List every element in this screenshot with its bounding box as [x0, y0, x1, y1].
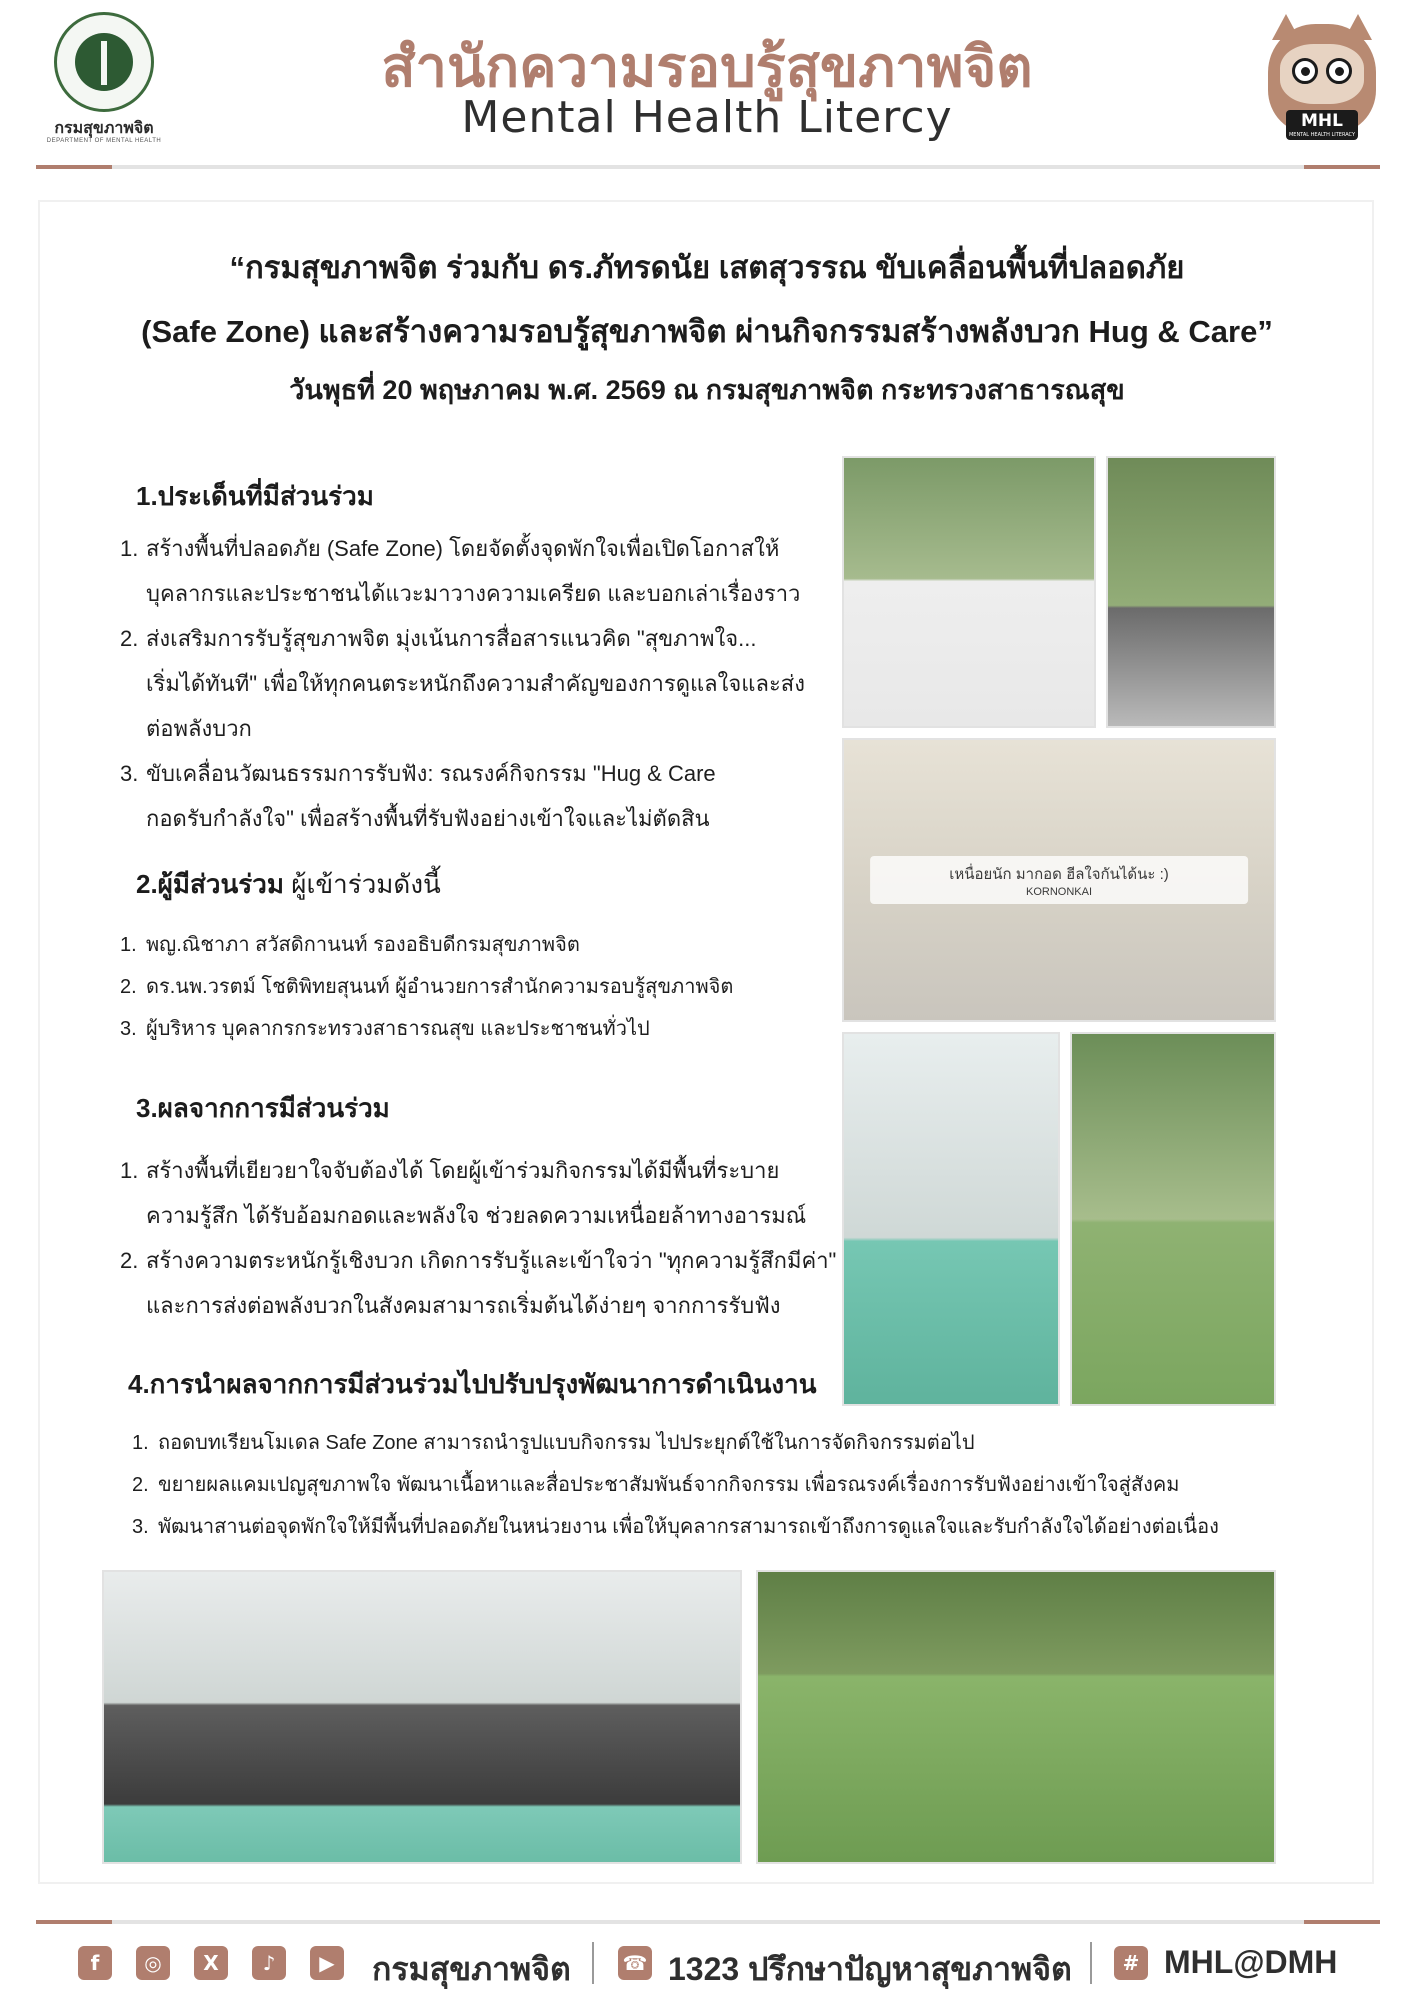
- list-item: 1. สร้างพื้นที่ปลอดภัย (Safe Zone) โดยจัดตั้งจุดพักใจเพื่อเปิดโอกาสให้ บุคลากรและประชาชนได้แวะมาวางความเครียด และบอกเล่าเรื่องราว: [120, 536, 801, 606]
- footer-separator: [592, 1942, 594, 1984]
- tiktok-icon[interactable]: ♪: [252, 1946, 286, 1980]
- list-item: 3. ขับเคลื่อนวัฒนธรรมการรับฟัง: รณรงค์กิจกรรม "Hug & Care กอดรับกำลังใจ" เพื่อสร้างพื้นที่รับฟังอย่างเข้าใจและไม่ตัดสิน: [120, 761, 716, 831]
- youtube-icon[interactable]: ▶: [310, 1946, 344, 1980]
- section-1-list: [120, 526, 820, 841]
- mascot-tag: MHL MENTAL HEALTH LITERACY: [1286, 110, 1358, 140]
- section-2-title: 2.ผู้มีส่วนร่วม ผู้เข้าร่วมดังนี้: [136, 869, 441, 899]
- headline-line-1: “กรมสุขภาพจิต ร่วมกับ ดร.ภัทรดนัย เสตสุวรรณ ขับเคลื่อนพื้นที่ปลอดภัย: [229, 250, 1185, 285]
- list-item: 1. สร้างพื้นที่เยียวยาใจจับต้องได้ โดยผู้เข้าร่วมกิจกรรมได้มีพื้นที่ระบาย ความรู้สึก ได้รับอ้อมกอดและพลังใจ ช่วยลดความเหนื่อยล้าทางอารมณ์: [120, 1158, 807, 1228]
- header-divider: [36, 165, 1380, 169]
- photo-group-indoor: [842, 738, 1276, 1022]
- list-item: 1. ถอดบทเรียนโมเดล Safe Zone สามารถนำรูปแบบกิจกรรม ไปประยุกต์ใช้ในการจัดกิจกรรมต่อไป: [132, 1432, 975, 1454]
- department-name-en: DEPARTMENT OF MENTAL HEALTH: [46, 138, 162, 144]
- facebook-icon[interactable]: f: [78, 1946, 112, 1980]
- list-item: 2. ดร.นพ.วรตม์ โชติพิทยสุนนท์ ผู้อำนวยการสำนักความรอบรู้สุขภาพจิต: [120, 976, 734, 998]
- photo-greeting: [842, 456, 1096, 728]
- list-item: 3. พัฒนาสานต่อจุดพักใจให้มีพื้นที่ปลอดภัยในหน่วยงาน เพื่อให้บุคลากรสามารถเข้าถึงการดูแลใจและรับกำลังใจได้อย่างต่อเนื่อง: [132, 1516, 1219, 1538]
- phone-icon: ☎: [618, 1946, 652, 1980]
- headline-date-line: วันพุธที่ 20 พฤษภาคม พ.ศ. 2569 ณ กรมสุขภาพจิต กระทรวงสาธารณสุข: [289, 375, 1125, 405]
- footer-hashtag: MHL@DMH: [1164, 1944, 1338, 1980]
- footer-hotline: 1323 ปรึกษาปัญหาสุขภาพจิต: [668, 1951, 1072, 1987]
- department-logo: [36, 12, 172, 148]
- section-1-title: 1.ประเด็นที่มีส่วนร่วม: [136, 481, 374, 511]
- list-item: 1. พญ.ณิชาภา สวัสดิกานนท์ รองอธิบดีกรมสุขภาพจิต: [120, 934, 580, 956]
- mhl-owl-mascot-icon: [1262, 14, 1382, 146]
- list-item: 2. ส่งเสริมการรับรู้สุขภาพจิต มุ่งเน้นการสื่อสารแนวคิด "สุขภาพใจ... เริ่มได้ทันที" เพื่อให้ทุกคนตระหนักถึงความสำคัญของการดูแลใจและส่ง ต่อพลังบวก: [120, 626, 805, 741]
- photo-hug-1: [1106, 456, 1276, 728]
- footer-separator: [1090, 1942, 1092, 1984]
- office-title-en: Mental Health Litercy: [461, 92, 953, 143]
- page-footer: [78, 1940, 1338, 1990]
- list-item: 3. ผู้บริหาร บุคลากรกระทรวงสาธารณสุข และประชาชนทั่วไป: [120, 1018, 650, 1040]
- headline-line-2: (Safe Zone) และสร้างความรอบรู้สุขภาพจิต ผ่านกิจกรรมสร้างพลังบวก Hug & Care”: [141, 314, 1273, 349]
- page-header: [0, 0, 1414, 170]
- list-item: 2. สร้างความตระหนักรู้เชิงบวก เกิดการรับรู้และเข้าใจว่า "ทุกความรู้สึกมีค่า" และการส่งต่อพลังบวกในสังคมสามารถเริ่มต้นได้ง่ายๆ จากการรับฟัง: [120, 1248, 837, 1318]
- instagram-icon[interactable]: ◎: [136, 1946, 170, 1980]
- photo-beanbag-area: [756, 1570, 1276, 1864]
- hashtag-icon: #: [1114, 1946, 1148, 1980]
- ministry-emblem-icon: [54, 12, 154, 112]
- photo-hug-2: [1070, 1032, 1276, 1406]
- photo-sign: เหนื่อยนัก มากอด ฮีลใจกันได้นะ :) KORNONKAI: [870, 856, 1248, 904]
- office-title-th: สำนักความรอบรู้สุขภาพจิต: [381, 35, 1033, 98]
- section-4-title: 4.การนำผลจากการมีส่วนร่วมไปปรับปรุงพัฒนาการดำเนินงาน: [128, 1369, 817, 1399]
- footer-org-name: กรมสุขภาพจิต: [372, 1951, 571, 1987]
- footer-divider: [36, 1920, 1380, 1924]
- photo-sign-holder: [842, 1032, 1060, 1406]
- section-3-title: 3.ผลจากการมีส่วนร่วม: [136, 1093, 390, 1123]
- x-icon[interactable]: X: [194, 1946, 228, 1980]
- list-item: 2. ขยายผลแคมเปญสุขภาพใจ พัฒนาเนื้อหาและสื่อประชาสัมพันธ์จากกิจกรรม เพื่อรณรงค์เรื่องการรับฟังอย่างเข้าใจสู่สังคม: [132, 1474, 1180, 1496]
- section-3-list: [120, 1148, 840, 1328]
- section-4-list: [132, 1422, 1312, 1548]
- section-2-list: [120, 924, 820, 1050]
- department-name-th: กรมสุขภาพจิต: [54, 120, 154, 137]
- photo-group-outdoor: [102, 1570, 742, 1864]
